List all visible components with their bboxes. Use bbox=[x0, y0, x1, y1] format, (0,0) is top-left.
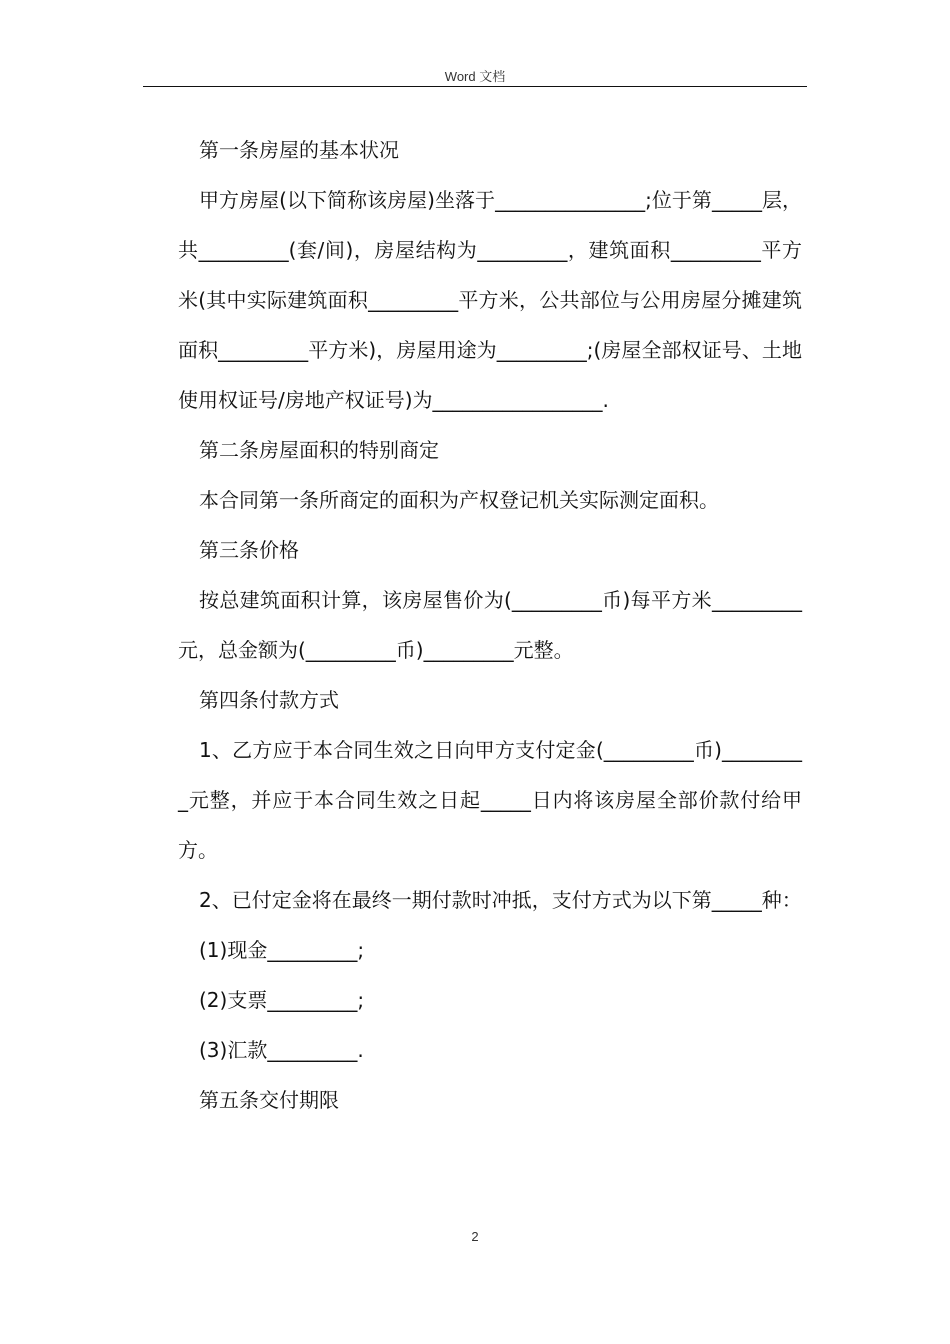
payment-option-check: (2)支票_________; bbox=[199, 988, 365, 1012]
section-heading-3: 第三条价格 bbox=[199, 538, 299, 562]
document-body bbox=[178, 125, 802, 1125]
payment-option-cash: (1)现金_________; bbox=[199, 938, 365, 962]
section-heading-5: 第五条交付期限 bbox=[199, 1088, 339, 1112]
paragraph-property-status: 甲方房屋(以下简称该房屋)坐落于_______________;位于第_____层，共_________(套/间)，房屋结构为_________，建筑面积_________平方米(其中实际建筑面积_________平方米，公共部位与公用房屋分摊建筑面积_________平方米)，房屋用途为_________;(房屋全部权证号、土地使用权证号/房地产权证号)为_________________. bbox=[178, 188, 802, 412]
document-header: Word 文档 bbox=[444, 69, 506, 84]
paragraph-payment-1: 1、乙方应于本合同生效之日向甲方支付定金(_________币)_________元整，并应于本合同生效之日起_____日内将该房屋全部价款付给甲方。 bbox=[178, 738, 802, 862]
paragraph-area-agreement: 本合同第一条所商定的面积为产权登记机关实际测定面积。 bbox=[199, 488, 719, 512]
page-number: 2 bbox=[471, 1229, 479, 1244]
section-heading-4: 第四条付款方式 bbox=[199, 688, 339, 712]
section-heading-2: 第二条房屋面积的特别商定 bbox=[199, 438, 439, 462]
payment-option-transfer: (3)汇款_________. bbox=[199, 1038, 364, 1062]
header-divider bbox=[143, 86, 807, 87]
paragraph-payment-2: 2、已付定金将在最终一期付款时冲抵，支付方式为以下第_____种： bbox=[199, 888, 802, 912]
paragraph-price: 按总建筑面积计算，该房屋售价为(_________币)每平方米_________元，总金额为(_________币)_________元整。 bbox=[178, 588, 802, 662]
section-heading-1: 第一条房屋的基本状况 bbox=[199, 138, 399, 162]
